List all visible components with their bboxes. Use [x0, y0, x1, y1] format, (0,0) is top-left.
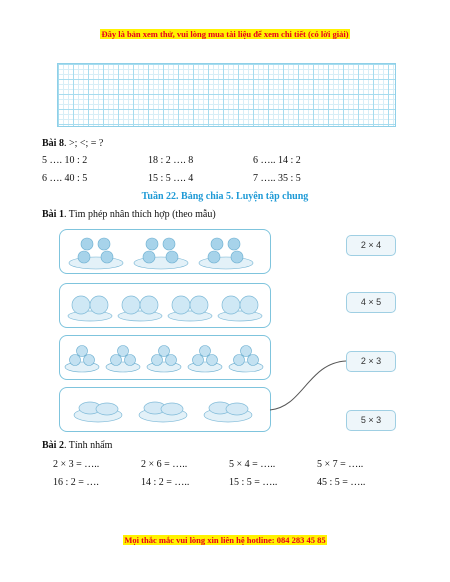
mental-math-item: 45 : 5 = …..: [317, 477, 366, 488]
expression-tag[interactable]: 4 × 5: [346, 292, 396, 313]
bai8-item: 6 …. 40 : 5: [42, 173, 88, 184]
mental-math-item: 2 × 6 = …..: [141, 459, 188, 470]
picture-box-apples: [59, 283, 271, 328]
cupcakes-illustration: [60, 230, 270, 273]
bai2-title: [42, 440, 112, 451]
bai8-title: [42, 138, 103, 149]
section-title: Tuần 22. Bảng chia 5. Luyện tập chung: [141, 191, 309, 202]
grid-paper: [57, 63, 396, 127]
fish-illustration: [60, 388, 270, 431]
picture-box-fish: [59, 387, 271, 432]
picture-box-cupcakes: [59, 229, 271, 274]
bai2-prompt: . Tính nhẩm: [63, 440, 113, 451]
bottom-banner: [0, 535, 450, 545]
mental-math-item: 5 × 4 = …..: [229, 459, 276, 470]
bai1-label: Bài 1: [42, 209, 64, 220]
expression-tag[interactable]: 2 × 4: [346, 235, 396, 256]
expression-tag[interactable]: 2 × 3: [346, 351, 396, 372]
mental-math-item: 5 × 7 = …..: [317, 459, 364, 470]
bai8-item: 18 : 2 …. 8: [148, 155, 194, 166]
bai1-prompt: . Tìm phép nhân thích hợp (theo mẫu): [63, 209, 216, 220]
bai2-label: Bài 2: [42, 440, 64, 451]
top-banner: [0, 29, 450, 39]
bai1-title: [42, 209, 216, 220]
top-banner-text: Đây là bản xem thử, vui lòng mua tài liệu để xem chi tiết (có lời giải): [101, 29, 349, 39]
expression-tag[interactable]: 5 × 3: [346, 410, 396, 431]
bai8-item: 15 : 5 …. 4: [148, 173, 194, 184]
bai8-label: Bài 8: [42, 138, 64, 149]
apples-illustration: [60, 284, 270, 327]
example-connector-line: [268, 355, 348, 415]
bai8-prompt: . >; <; = ?: [63, 138, 104, 149]
bai8-item: 6 ….. 14 : 2: [253, 155, 301, 166]
bai8-item: 7 ….. 35 : 5: [253, 173, 301, 184]
picture-box-tomatoes: [59, 335, 271, 380]
mental-math-item: 15 : 5 = …..: [229, 477, 278, 488]
tomatoes-illustration: [60, 336, 270, 379]
mental-math-item: 14 : 2 = …..: [141, 477, 190, 488]
mental-math-item: 2 × 3 = …..: [53, 459, 100, 470]
mental-math-item: 16 : 2 = ….: [53, 477, 99, 488]
bottom-banner-text: Mọi thắc mắc vui lòng xin liên hệ hotline: 084 283 45 85: [124, 535, 326, 545]
bai8-item: 5 …. 10 : 2: [42, 155, 88, 166]
